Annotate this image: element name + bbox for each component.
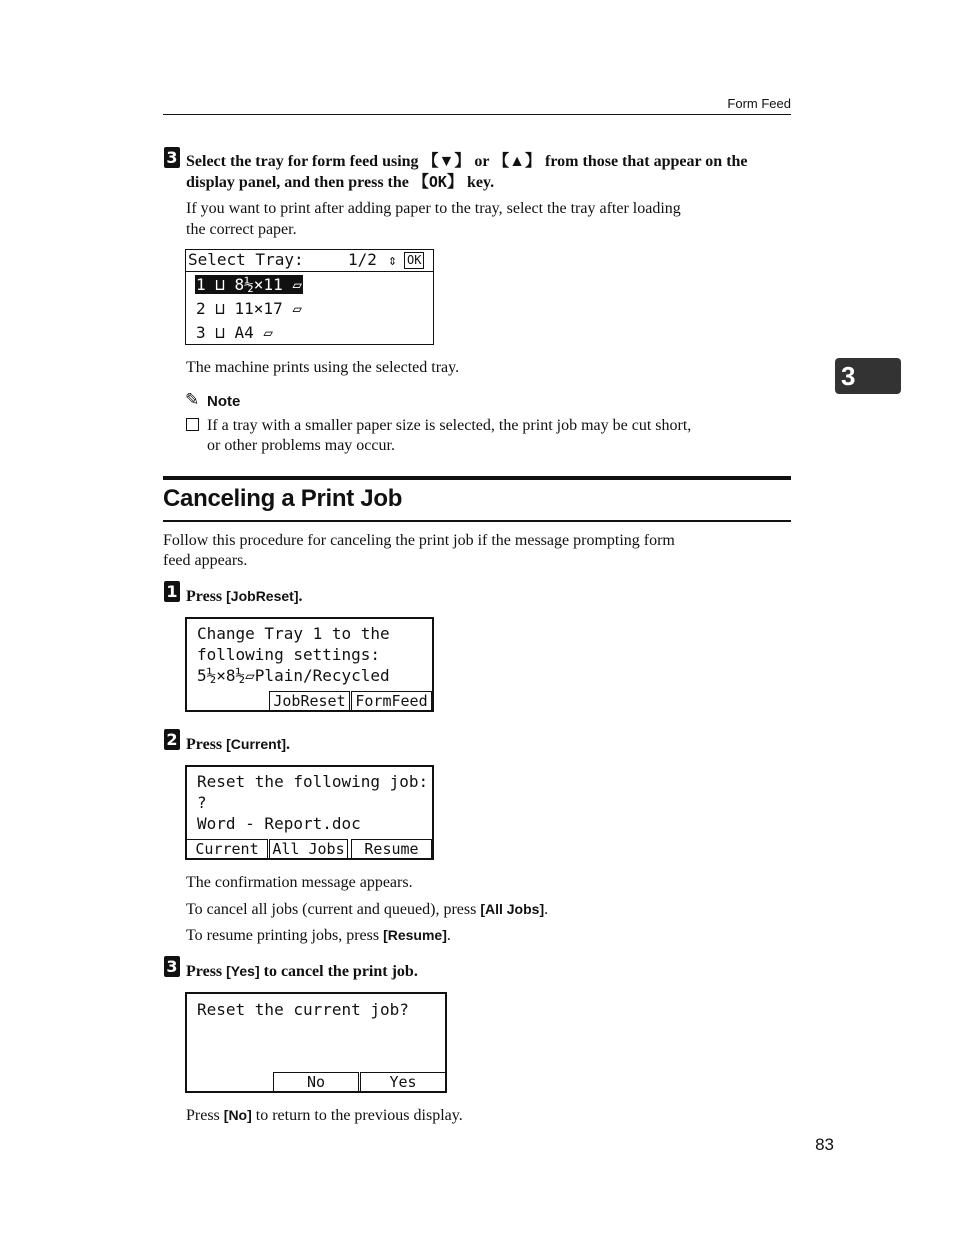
lcd-line-2: ? bbox=[197, 793, 207, 812]
lcd-softkeys bbox=[187, 1071, 445, 1091]
all-jobs-softkey[interactable]: All Jobs bbox=[269, 839, 348, 858]
ok-key-label: OK bbox=[428, 173, 447, 191]
section-rule-top bbox=[163, 476, 791, 480]
lcd-line-3: 5½×8½▱Plain/Recycled bbox=[197, 666, 390, 685]
step-number: 1 bbox=[164, 581, 180, 602]
text: Press bbox=[186, 736, 227, 753]
header-rule bbox=[163, 114, 791, 115]
final-text bbox=[186, 1105, 463, 1126]
cancel-all-text bbox=[186, 899, 548, 920]
lcd-divider bbox=[186, 271, 433, 272]
tray-option-2[interactable]: 2 ⊔ 11×17 ▱ bbox=[196, 299, 302, 318]
checkbox-bullet-icon bbox=[186, 418, 199, 431]
note-label: Note bbox=[207, 393, 241, 410]
step-number: 2 bbox=[164, 729, 180, 750]
note-text-line1: If a tray with a smaller paper size is selected, the print job may be cut short, bbox=[207, 417, 692, 434]
step-instruction-line1: Select the tray for form feed using 【▼】 or 【▲】 from those that appear on the bbox=[186, 153, 748, 170]
note-text-line2: or other problems may occur. bbox=[207, 437, 395, 454]
running-header: Form Feed bbox=[727, 96, 791, 111]
current-softkey[interactable]: Current bbox=[186, 839, 268, 858]
pencil-icon: ✎ bbox=[185, 390, 200, 410]
ok-key-icon: OK bbox=[404, 252, 424, 269]
confirmation-text: The confirmation message appears. bbox=[186, 874, 413, 891]
step-instruction-line2 bbox=[186, 172, 494, 193]
section-intro-line1: Follow this procedure for canceling the print job if the message prompting form bbox=[163, 532, 675, 549]
lcd-title: Select Tray: bbox=[188, 250, 304, 269]
step-description-line1: If you want to print after adding paper to the tray, select the tray after loading bbox=[186, 200, 681, 217]
text: . bbox=[298, 588, 303, 605]
jobreset-softkey[interactable]: JobReset bbox=[269, 691, 350, 710]
no-key-label: [No] bbox=[223, 1107, 252, 1123]
lcd-line-1: Reset the following job: bbox=[197, 772, 429, 791]
lcd-reset-job bbox=[185, 765, 434, 860]
lcd-page-indicator: 1/2 bbox=[348, 250, 377, 269]
text: 】 key. bbox=[446, 174, 495, 191]
chapter-tab: 3 bbox=[835, 358, 901, 394]
tray-option-3[interactable]: 3 ⊔ A4 ▱ bbox=[196, 323, 274, 342]
text: To resume printing jobs, press bbox=[186, 927, 384, 944]
text: Press bbox=[186, 588, 227, 605]
result-text: The machine prints using the selected tray. bbox=[186, 359, 460, 376]
section-rule-bottom bbox=[163, 520, 791, 522]
yes-key-label: [Yes] bbox=[226, 963, 260, 979]
text: Press bbox=[186, 963, 227, 980]
text: To cancel all jobs (current and queued), press bbox=[186, 901, 481, 918]
section-intro-line2: feed appears. bbox=[163, 552, 248, 569]
tray-option-1[interactable]: 1 ⊔ 8½×11 ▱ bbox=[196, 275, 302, 294]
lcd-line-3: Word - Report.doc bbox=[197, 814, 361, 833]
lcd-line-1: Change Tray 1 to the bbox=[197, 624, 390, 643]
text: . bbox=[544, 901, 549, 918]
step3-instruction bbox=[186, 961, 418, 982]
text: display panel, and then press the 【 bbox=[186, 174, 429, 191]
text: to cancel the print job. bbox=[259, 963, 418, 980]
text: to return to the previous display. bbox=[251, 1107, 463, 1124]
no-softkey[interactable]: No bbox=[273, 1072, 359, 1091]
lcd-line-1: Reset the current job? bbox=[197, 1000, 409, 1019]
text: Press bbox=[186, 1107, 224, 1124]
step-number: 3 bbox=[164, 147, 180, 168]
resume-key-label: [Resume] bbox=[383, 927, 447, 943]
resume-text bbox=[186, 925, 451, 946]
lcd-softkeys bbox=[187, 690, 432, 710]
section-title: Canceling a Print Job bbox=[163, 485, 403, 512]
jobreset-key-label: [JobReset] bbox=[226, 588, 299, 604]
text: . bbox=[286, 736, 291, 753]
step1-instruction bbox=[186, 586, 303, 607]
lcd-line-2: following settings: bbox=[197, 645, 381, 664]
current-key-label: [Current] bbox=[226, 736, 287, 752]
lcd-confirm-reset bbox=[185, 992, 447, 1093]
lcd-change-tray bbox=[185, 617, 434, 712]
step2-instruction bbox=[186, 734, 290, 755]
step-description-line2: the correct paper. bbox=[186, 221, 297, 238]
scroll-arrows-icon: ⇕ bbox=[388, 251, 398, 269]
formfeed-softkey[interactable]: FormFeed bbox=[351, 691, 432, 710]
yes-softkey[interactable]: Yes bbox=[360, 1072, 446, 1091]
lcd-softkeys bbox=[187, 838, 432, 858]
text: . bbox=[446, 927, 451, 944]
all-jobs-key-label: [All Jobs] bbox=[480, 901, 545, 917]
lcd-select-tray bbox=[185, 249, 434, 345]
resume-softkey[interactable]: Resume bbox=[351, 839, 432, 858]
page-number: 83 bbox=[815, 1135, 834, 1154]
step-number: 3 bbox=[164, 956, 180, 977]
